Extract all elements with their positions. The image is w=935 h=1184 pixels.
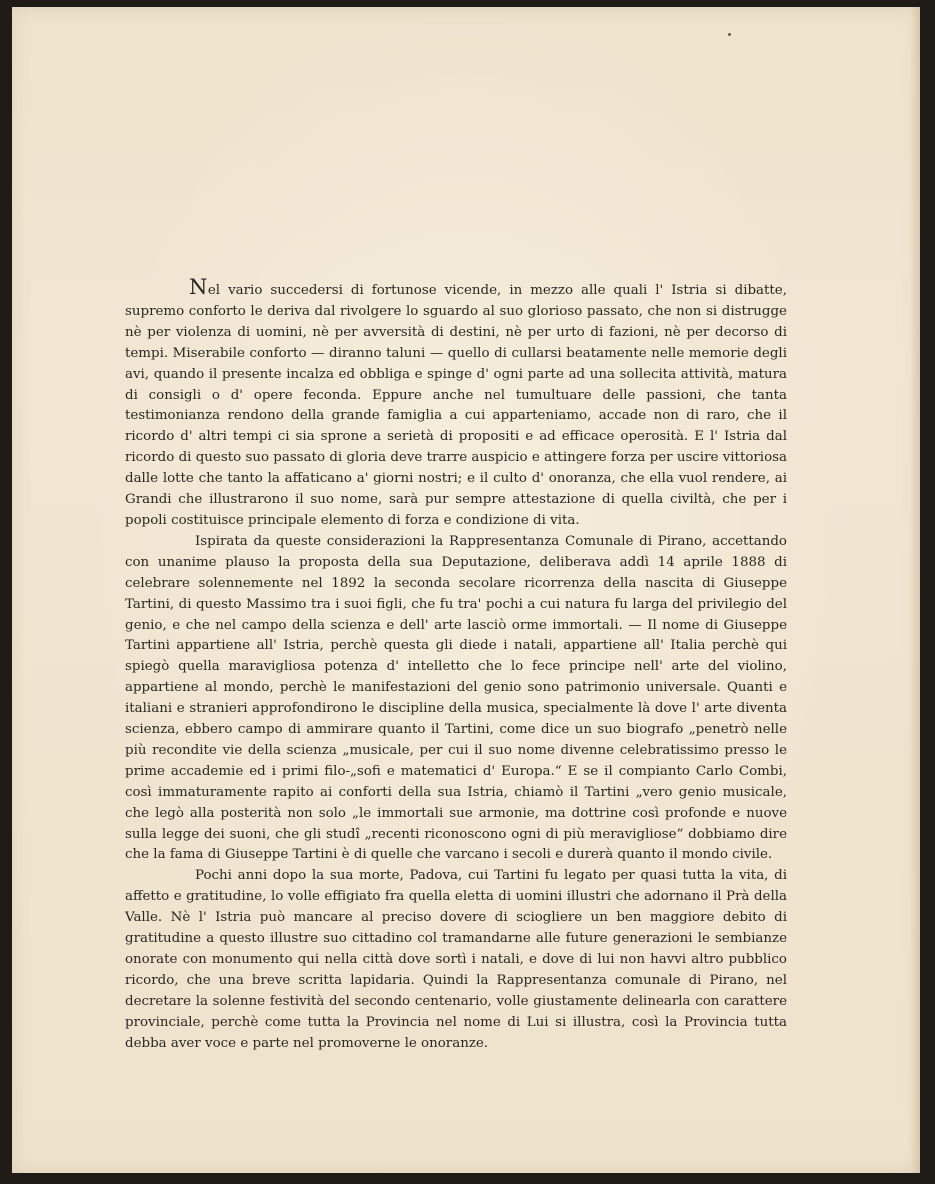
paragraph-1-text: el vario succedersi di fortunose vicende, in mezzo alle quali l' Istria si dibatte, supremo conforto le deriva dal rivolgere lo sguardo al suo glorioso passato, che non si distrugge nè per violenza di uomini, nè per avversità di destini, nè per urto di fazioni, nè per decorso di tempi. Miserabile conforto — diranno taluni — quello di cullarsi beatamente nelle memorie degli avi, quando il presente incalza ed obbliga e spinge d' ogni parte ad una sollecita attività, matura di consigli o d' opere feconda. Eppure anche nel tumultuare delle passioni, che tanta testimonianza rendono della grande famiglia a cui apparteniamo, accade non di raro, che il ricordo d' altri tempi ci sia sprone a serietà di propositi e ad efficace operosità. E l' Istria dal ricordo di questo suo passato di gloria deve trarre auspicio e attingere forza per uscire vittoriosa dalle lotte che tanto la affaticano a' giorni nostri; e il culto d' onoranza, che ella vuol rendere, ai Grandi che illustrarono il suo nome, sarà pur sempre attestazione di quella civiltà, che per i popoli costituisce principale elemento di forza e condizione di vita. — [125, 283, 787, 528]
paragraph-3: Pochi anni dopo la sua morte, Padova, cui Tartini fu legato per quasi tutta la vita, di affetto e gratitudine, lo volle effigiato fra quella eletta di uomini illustri che adornano il Prà della Valle. Nè l' Istria può mancare al preciso dovere di sciogliere un ben maggiore debito di gratitudine a questo illustre suo cittadino col tramandarne alle future generazioni le sembianze onorate con monumento qui nella città dove sortì i natali, e dove di lui non havvi altro pubblico ricordo, che una breve scritta lapidaria. Quindi la Rappresentanza comunale di Pirano, nel decretare la solenne festività del secondo centenario, volle giustamente delinearla con carattere provinciale, perchè come tutta la Provincia nel nome di Lui si illustra, così la Provincia tutta debba aver voce e parte nel promoverne le onoranze. — [125, 868, 787, 1051]
paragraph-1 — [125, 275, 787, 532]
body-text — [125, 275, 787, 1055]
initial-letter: N — [189, 275, 208, 299]
paragraph-2: Ispirata da queste considerazioni la Rappresentanza Comunale di Pirano, accettando con unanime plauso la proposta della sua Deputazione, deliberava addì 14 aprile 1888 di celebrare solennemente nel 1892 la seconda secolare ricorrenza della nascita di Giuseppe Tartini, di questo Massimo tra i suoi figli, che fu tra' pochi a cui natura fu larga del privilegio del genio, e che nel campo della scienza e dell' arte lasciò orme immortali. — Il nome di Giuseppe Tartini appartiene all' Istria, perchè questa gli diede i natali, appartiene all' Italia perchè qui spiegò quella maravigliosa potenza d' intelletto che lo fece principe nell' arte del violino, appartiene al mondo, perchè le manifestazioni del genio sono patrimonio universale. Quanti e italiani e stranieri approfondirono le discipline della musica, specialmente là dove l' arte diventa scienza, ebbero campo di ammirare quanto il Tartini, come dice un suo biografo „penetrò nelle più recondite vie della scienza „musicale, per cui il suo nome divenne celebratissimo presso le prime accademie ed i primi filo-„sofi e matematici d' Europa.“ E se il compianto Carlo Combi, così immaturamente rapito ai conforti della sua Istria, chiamò il Tartini „vero genio musicale, che legò alla posterità non solo „le immortali sue armonie, ma dottrine così profonde e nuove sulla legge dei suoni, che gli studî „recenti riconoscono ogni di più meravigliose“ dobbiamo dire che la fama di Giuseppe Tartini è di quelle che varcano i secoli e durerà quanto il mondo civile. — [125, 533, 787, 863]
paper-edge-shading — [910, 7, 920, 1173]
ink-speck — [728, 33, 731, 36]
